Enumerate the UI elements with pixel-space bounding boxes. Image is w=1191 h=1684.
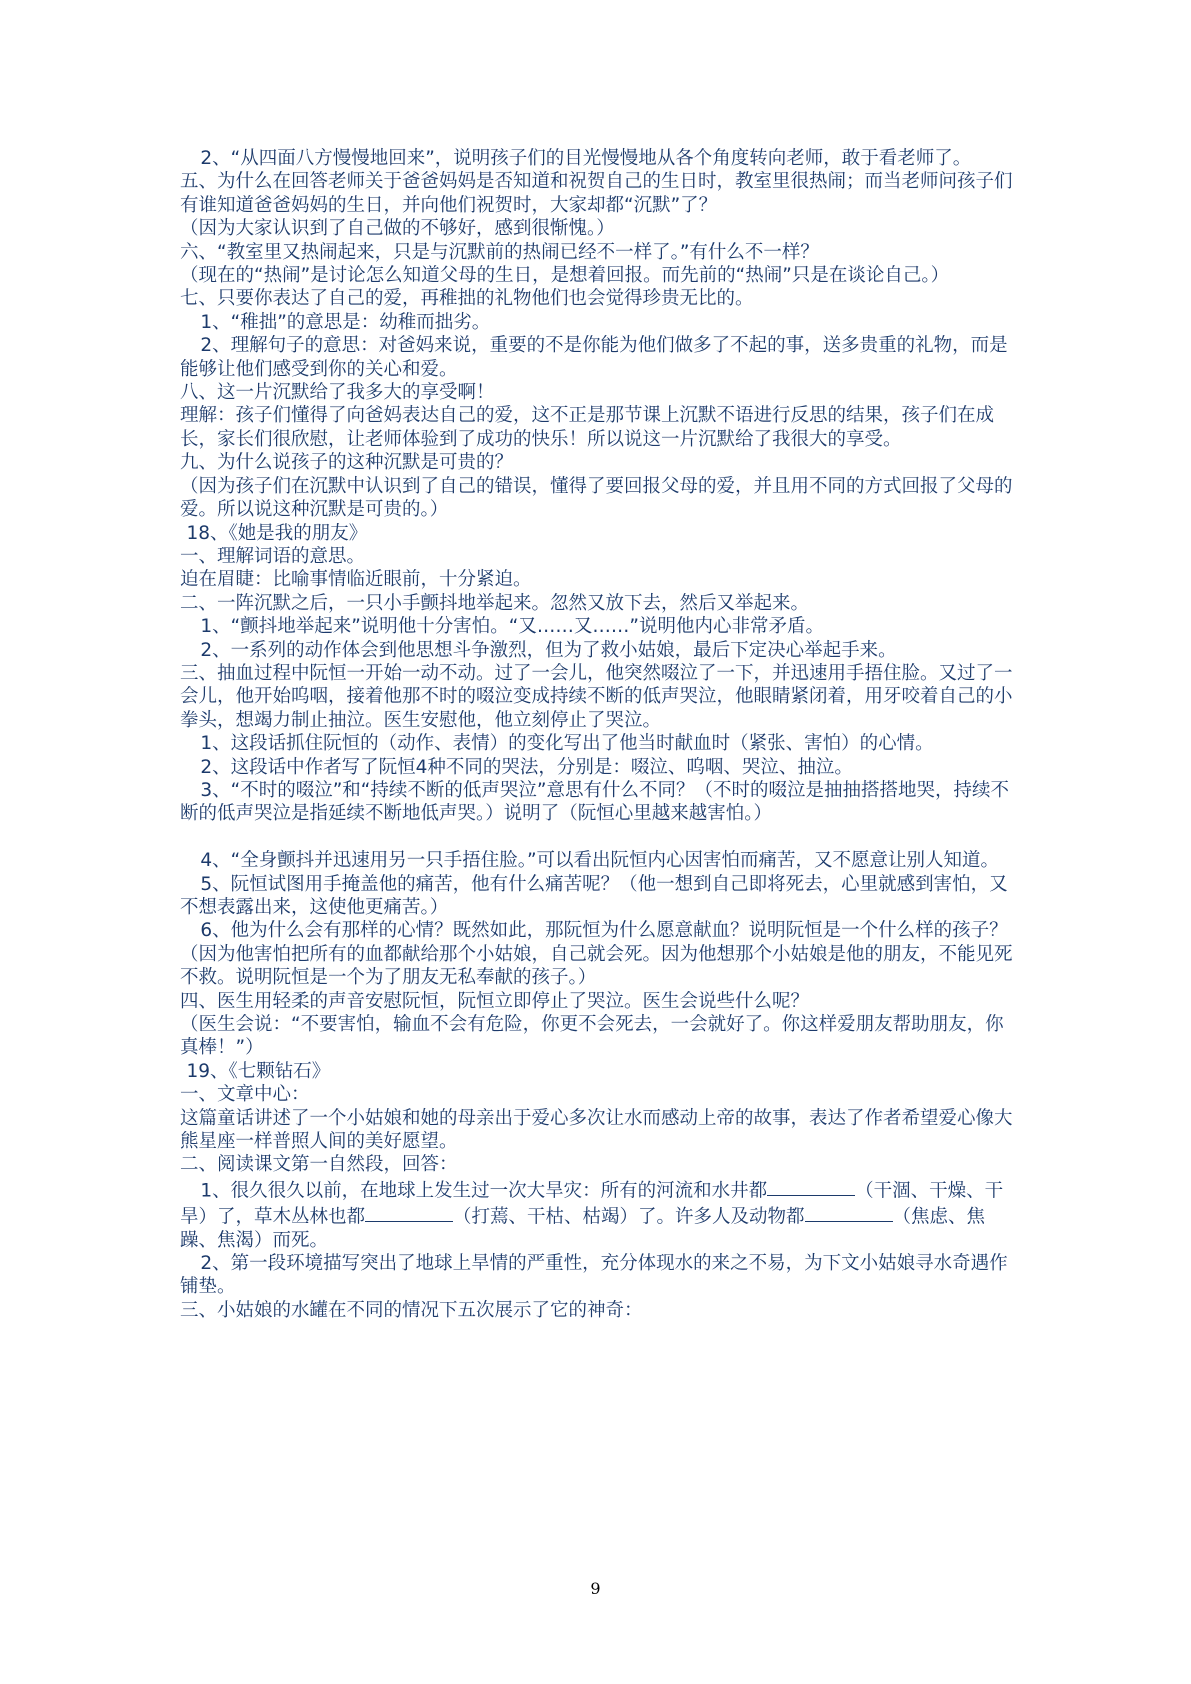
paragraph: 2、“从四面八方慢慢地回来”，说明孩子们的目光慢慢地从各个角度转向老师，敢于看老师了。 bbox=[200, 148, 972, 169]
answer-paragraph: （因为大家认识到了自己做的不够好，感到很惭愧。） bbox=[180, 218, 615, 240]
question-heading: 二、阅读课文第一自然段，回答： bbox=[180, 1154, 458, 1176]
fill-text: （干涸、干燥、干旱）了，草木丛林也都 bbox=[180, 1180, 1004, 1228]
answer-paragraph: （医生会说：“不要害怕，输血不会有危险，你更不会死去，一会就好了。你这样爱朋友帮助朋友，你真棒！”） bbox=[180, 1014, 1004, 1059]
paragraph: 理解：孩子们懂得了向爸妈表达自己的爱，这不正是那节课上沉默不语进行反思的结果，孩子们在成长，家长们很欣慰，让老师体验到了成功的快乐！所以说这一片沉默给了我很大的享受。 bbox=[180, 405, 995, 450]
question-heading: 五、为什么在回答老师关于爸爸妈妈是否知道和祝贺自己的生日时，教室里很热闹；而当老师问孩子们有谁知道爸爸妈妈的生日，并向他们祝贺时，大家却都“沉默”了？ bbox=[180, 171, 1013, 216]
document-body bbox=[180, 147, 1020, 1322]
paragraph: 2、这段话中作者写了阮恒4种不同的哭法，分别是：啜泣、呜咽、哭泣、抽泣。 bbox=[200, 756, 853, 778]
question-heading: 九、为什么说孩子的这种沉默是可贵的？ bbox=[180, 452, 514, 474]
answer-paragraph: （因为他害怕把所有的血都献给那个小姑娘，自己就会死。因为他想那个小姑娘是他的朋友，不能见死不救。说明阮恒是一个为了朋友无私奉献的孩子。） bbox=[180, 943, 1013, 989]
paragraph: 迫在眉睫：比喻事情临近眼前，十分紧迫。 bbox=[180, 569, 532, 591]
paragraph: 1、“稚拙”的意思是：幼稚而拙劣。 bbox=[200, 311, 491, 333]
spacer bbox=[180, 826, 1020, 849]
fill-text: （焦虑、焦躁、焦渴）而死。 bbox=[180, 1206, 986, 1251]
question-heading: 一、理解词语的意思。 bbox=[180, 545, 366, 567]
paragraph: 2、第一段环境描写突出了地球上旱情的严重性，充分体现水的来之不易，为下文小姑娘寻水奇遇作铺垫。 bbox=[180, 1253, 1008, 1298]
paragraph: 1、“颤抖地举起来”说明他十分害怕。“又……又……”说明他内心非常矛盾。 bbox=[200, 616, 824, 638]
question-heading: 一、文章中心： bbox=[180, 1084, 310, 1106]
question-heading: 三、抽血过程中阮恒一开始一动不动。过了一会儿，他突然啜泣了一下，并迅速用手捂住脸。又过了一会儿，他开始呜咽，接着他那不时的啜泣变成持续不断的低声哭泣，他眼睛紧闭着，用牙咬着自己的小拳头，想竭力制止抽泣。医生安慰他，他立刻停止了哭泣。 bbox=[180, 662, 1013, 731]
paragraph: 1、这段话抓住阮恒的（动作、表情）的变化写出了他当时献血时（紧张、害怕）的心情。 bbox=[200, 733, 934, 755]
paragraph: 5、阮恒试图用手掩盖他的痛苦，他有什么痛苦呢？（他一想到自己即将死去，心里就感到害怕，又不想表露出来，这使他更痛苦。） bbox=[180, 873, 1008, 918]
lesson-title: 19、《七颗钻石》 bbox=[186, 1060, 331, 1082]
page-number: 9 bbox=[590, 1579, 601, 1598]
question-heading: 四、医生用轻柔的声音安慰阮恒，阮恒立即停止了哭泣。医生会说些什么呢？ bbox=[180, 990, 810, 1012]
question-heading: 六、“教室里又热闹起来，只是与沉默前的热闹已经不一样了。”有什么不一样？ bbox=[180, 241, 819, 263]
answer-paragraph: （现在的“热闹”是讨论怎么知道父母的生日，是想着回报。而先前的“热闹”只是在谈论自己。） bbox=[180, 265, 950, 287]
fill-blank[interactable] bbox=[767, 1177, 855, 1197]
fill-in-paragraph bbox=[180, 1177, 1020, 1252]
question-heading: 二、一阵沉默之后，一只小手颤抖地举起来。忽然又放下去，然后又举起来。 bbox=[180, 592, 810, 614]
paragraph: 3、“不时的啜泣”和“持续不断的低声哭泣”意思有什么不同？（不时的啜泣是抽抽搭搭地哭，持续不断的低声哭泣是指延续不断地低声哭。）说明了（阮恒心里越来越害怕。） bbox=[180, 779, 1009, 825]
paragraph: 2、一系列的动作体会到他思想斗争激烈，但为了救小姑娘，最后下定决心举起手来。 bbox=[200, 639, 897, 661]
paragraph: 4、“全身颤抖并迅速用另一只手捂住脸。”可以看出阮恒内心因害怕而痛苦，又不愿意让别人知道。 bbox=[200, 850, 1000, 872]
question-heading: 八、这一片沉默给了我多大的享受啊！ bbox=[180, 382, 495, 404]
question-heading: 七、只要你表达了自己的爱，再稚拙的礼物他们也会觉得珍贵无比的。 bbox=[180, 288, 754, 310]
paragraph: 6、他为什么会有那样的心情？既然如此，那阮恒为什么愿意献血？说明阮恒是一个什么样的孩子？ bbox=[200, 920, 1008, 942]
fill-text: （打蔫、干枯、枯竭）了。许多人及动物都 bbox=[453, 1206, 805, 1228]
lesson-title: 18、《她是我的朋友》 bbox=[186, 522, 368, 544]
fill-blank[interactable] bbox=[365, 1203, 453, 1223]
paragraph: 2、理解句子的意思：对爸妈来说，重要的不是你能为他们做多了不起的事，送多贵重的礼物，而是能够让他们感受到你的关心和爱。 bbox=[180, 335, 1008, 380]
question-heading: 三、小姑娘的水罐在不同的情况下五次展示了它的神奇： bbox=[180, 1299, 643, 1321]
fill-text: 1、很久很久以前，在地球上发生过一次大旱灾：所有的河流和水井都 bbox=[200, 1180, 768, 1202]
answer-paragraph: （因为孩子们在沉默中认识到了自己的错误，懂得了要回报父母的爱，并且用不同的方式回报了父母的爱。所以说这种沉默是可贵的。） bbox=[180, 475, 1013, 521]
fill-blank[interactable] bbox=[805, 1203, 893, 1223]
paragraph: 这篇童话讲述了一个小姑娘和她的母亲出于爱心多次让水而感动上帝的故事，表达了作者希望爱心像大熊星座一样普照人间的美好愿望。 bbox=[180, 1107, 1013, 1153]
